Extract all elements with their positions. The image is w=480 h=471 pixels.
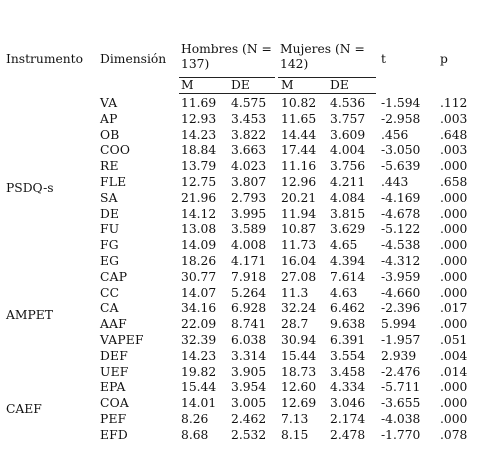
sd-mujeres-cell: 4.65 [330,238,358,252]
sd-hombres-cell: 6.928 [231,301,267,315]
mean-mujeres-cell: 11.94 [281,207,317,221]
mean-hombres-cell: 12.75 [181,175,217,189]
dimension-cell: AAF [100,317,127,331]
t-value-cell: -4.660 [381,286,421,300]
subheader-de-mujeres: DE [330,78,349,92]
mean-mujeres-cell: 10.82 [281,96,317,110]
sd-mujeres-cell: 2.174 [330,412,366,426]
instrument-ampet: AMPET [6,308,53,322]
mean-hombres-cell: 32.39 [181,333,217,347]
t-value-cell: -3.655 [381,396,421,410]
sd-mujeres-cell: 7.614 [330,270,366,284]
dimension-cell: VA [100,96,118,110]
p-value-cell: .000 [440,238,468,252]
sd-mujeres-cell: 6.462 [330,301,366,315]
t-value-cell: .456 [381,128,409,142]
mean-hombres-cell: 22.09 [181,317,217,331]
mean-mujeres-cell: 12.96 [281,175,317,189]
sd-mujeres-cell: 4.334 [330,380,366,394]
sd-mujeres-cell: 3.815 [330,207,366,221]
sd-mujeres-cell: 3.756 [330,159,366,173]
mean-hombres-cell: 18.26 [181,254,217,268]
t-value-cell: -3.959 [381,270,421,284]
p-value-cell: .000 [440,317,468,331]
dimension-cell: FLE [100,175,127,189]
t-value-cell: -4.312 [381,254,421,268]
header-instrumento: Instrumento [6,52,84,66]
mean-mujeres-cell: 18.73 [281,365,317,379]
mean-hombres-cell: 19.82 [181,365,217,379]
mean-mujeres-cell: 11.3 [281,286,309,300]
dimension-cell: DE [100,207,120,221]
p-value-cell: .051 [440,333,468,347]
sd-hombres-cell: 2.532 [231,428,267,442]
dimension-cell: COA [100,396,129,410]
t-value-cell: -3.050 [381,143,421,157]
sd-mujeres-cell: 3.554 [330,349,366,363]
sd-mujeres-cell: 9.638 [330,317,366,331]
mean-mujeres-cell: 11.16 [281,159,317,173]
dimension-cell: COO [100,143,131,157]
header-hombres: Hombres (N = 137) [181,42,272,71]
t-value-cell: -4.169 [381,191,421,205]
t-value-cell: -2.958 [381,112,421,126]
sd-mujeres-cell: 3.757 [330,112,366,126]
sd-mujeres-cell: 3.046 [330,396,366,410]
mean-mujeres-cell: 14.44 [281,128,317,142]
header-mujeres: Mujeres (N = 142) [280,42,365,71]
t-value-cell: 5.994 [381,317,417,331]
p-value-cell: .003 [440,143,468,157]
subheader-de-hombres: DE [231,78,250,92]
mean-mujeres-cell: 15.44 [281,349,317,363]
sd-mujeres-cell: 3.609 [330,128,366,142]
mean-mujeres-cell: 16.04 [281,254,317,268]
dimension-cell: VAPEF [100,333,144,347]
p-value-cell: .000 [440,270,468,284]
t-value-cell: -5.639 [381,159,421,173]
dimension-cell: FG [100,238,119,252]
dimension-cell: CA [100,301,119,315]
mean-mujeres-cell: 17.44 [281,143,317,157]
mean-hombres-cell: 13.08 [181,222,217,236]
t-value-cell: -4.038 [381,412,421,426]
sd-hombres-cell: 3.995 [231,207,267,221]
mean-hombres-cell: 34.16 [181,301,217,315]
mean-hombres-cell: 8.68 [181,428,209,442]
sd-hombres-cell: 4.023 [231,159,267,173]
instrument-caef: CAEF [6,402,42,416]
p-value-cell: .000 [440,207,468,221]
t-value-cell: -5.711 [381,380,421,394]
mean-mujeres-cell: 12.69 [281,396,317,410]
mean-hombres-cell: 13.79 [181,159,217,173]
mean-mujeres-cell: 11.73 [281,238,317,252]
subheader-m-hombres: M [181,78,194,92]
p-value-cell: .003 [440,112,468,126]
subheader-rule [179,93,376,94]
dimension-cell: CC [100,286,120,300]
sd-mujeres-cell: 4.63 [330,286,358,300]
mean-hombres-cell: 14.12 [181,207,217,221]
sd-hombres-cell: 3.453 [231,112,267,126]
t-value-cell: -4.678 [381,207,421,221]
mean-mujeres-cell: 8.15 [281,428,309,442]
sd-hombres-cell: 2.462 [231,412,267,426]
header-t: t [381,52,386,66]
dimension-cell: FU [100,222,120,236]
dimension-cell: AP [100,112,118,126]
sd-mujeres-cell: 2.478 [330,428,366,442]
dimension-cell: EPA [100,380,126,394]
p-value-cell: .000 [440,254,468,268]
p-value-cell: .078 [440,428,468,442]
dimension-cell: EG [100,254,120,268]
instrument-psdq: PSDQ-s [6,181,54,195]
sd-hombres-cell: 4.575 [231,96,267,110]
mean-hombres-cell: 8.26 [181,412,209,426]
header-dimension: Dimensión [100,52,167,66]
p-value-cell: .000 [440,222,468,236]
dimension-cell: EFD [100,428,128,442]
dimension-cell: OB [100,128,120,142]
sd-mujeres-cell: 3.458 [330,365,366,379]
sd-mujeres-cell: 4.536 [330,96,366,110]
p-value-cell: .648 [440,128,468,142]
p-value-cell: .014 [440,365,468,379]
dimension-cell: DEF [100,349,128,363]
sd-hombres-cell: 3.589 [231,222,267,236]
sd-mujeres-cell: 4.211 [330,175,366,189]
t-value-cell: -1.770 [381,428,421,442]
sd-mujeres-cell: 4.004 [330,143,366,157]
sd-hombres-cell: 2.793 [231,191,267,205]
sd-mujeres-cell: 4.084 [330,191,366,205]
p-value-cell: .000 [440,191,468,205]
t-value-cell: -1.957 [381,333,421,347]
t-value-cell: -4.538 [381,238,421,252]
dimension-cell: RE [100,159,119,173]
p-value-cell: .004 [440,349,468,363]
sd-hombres-cell: 3.663 [231,143,267,157]
sd-hombres-cell: 7.918 [231,270,267,284]
mean-hombres-cell: 14.23 [181,128,217,142]
t-value-cell: -1.594 [381,96,421,110]
sd-hombres-cell: 3.822 [231,128,267,142]
mean-mujeres-cell: 28.7 [281,317,309,331]
t-value-cell: -2.476 [381,365,421,379]
header-p: p [440,52,448,66]
sd-mujeres-cell: 3.629 [330,222,366,236]
p-value-cell: .112 [440,96,468,110]
sd-hombres-cell: 3.905 [231,365,267,379]
p-value-cell: .658 [440,175,468,189]
mean-hombres-cell: 30.77 [181,270,217,284]
mean-mujeres-cell: 32.24 [281,301,317,315]
mean-hombres-cell: 21.96 [181,191,217,205]
t-value-cell: -5.122 [381,222,421,236]
mean-hombres-cell: 14.09 [181,238,217,252]
t-value-cell: .443 [381,175,409,189]
mean-hombres-cell: 14.07 [181,286,217,300]
mean-mujeres-cell: 7.13 [281,412,309,426]
sd-hombres-cell: 8.741 [231,317,267,331]
p-value-cell: .000 [440,412,468,426]
p-value-cell: .000 [440,159,468,173]
mean-hombres-cell: 11.69 [181,96,217,110]
mean-mujeres-cell: 27.08 [281,270,317,284]
mean-hombres-cell: 14.23 [181,349,217,363]
mean-hombres-cell: 14.01 [181,396,217,410]
sd-hombres-cell: 3.954 [231,380,267,394]
sd-hombres-cell: 4.171 [231,254,267,268]
dimension-cell: SA [100,191,118,205]
sd-hombres-cell: 3.314 [231,349,267,363]
mean-hombres-cell: 15.44 [181,380,217,394]
subheader-m-mujeres: M [281,78,294,92]
dimension-cell: UEF [100,365,129,379]
mean-hombres-cell: 12.93 [181,112,217,126]
mean-mujeres-cell: 12.60 [281,380,317,394]
sd-mujeres-cell: 4.394 [330,254,366,268]
sd-hombres-cell: 4.008 [231,238,267,252]
t-value-cell: 2.939 [381,349,417,363]
mean-mujeres-cell: 10.87 [281,222,317,236]
p-value-cell: .000 [440,380,468,394]
sd-hombres-cell: 6.038 [231,333,267,347]
mean-hombres-cell: 18.84 [181,143,217,157]
p-value-cell: .017 [440,301,468,315]
p-value-cell: .000 [440,286,468,300]
mean-mujeres-cell: 30.94 [281,333,317,347]
dimension-cell: PEF [100,412,127,426]
mean-mujeres-cell: 20.21 [281,191,317,205]
sd-hombres-cell: 3.005 [231,396,267,410]
sd-mujeres-cell: 6.391 [330,333,366,347]
t-value-cell: -2.396 [381,301,421,315]
sd-hombres-cell: 5.264 [231,286,267,300]
sd-hombres-cell: 3.807 [231,175,267,189]
p-value-cell: .000 [440,396,468,410]
dimension-cell: CAP [100,270,128,284]
mean-mujeres-cell: 11.65 [281,112,317,126]
